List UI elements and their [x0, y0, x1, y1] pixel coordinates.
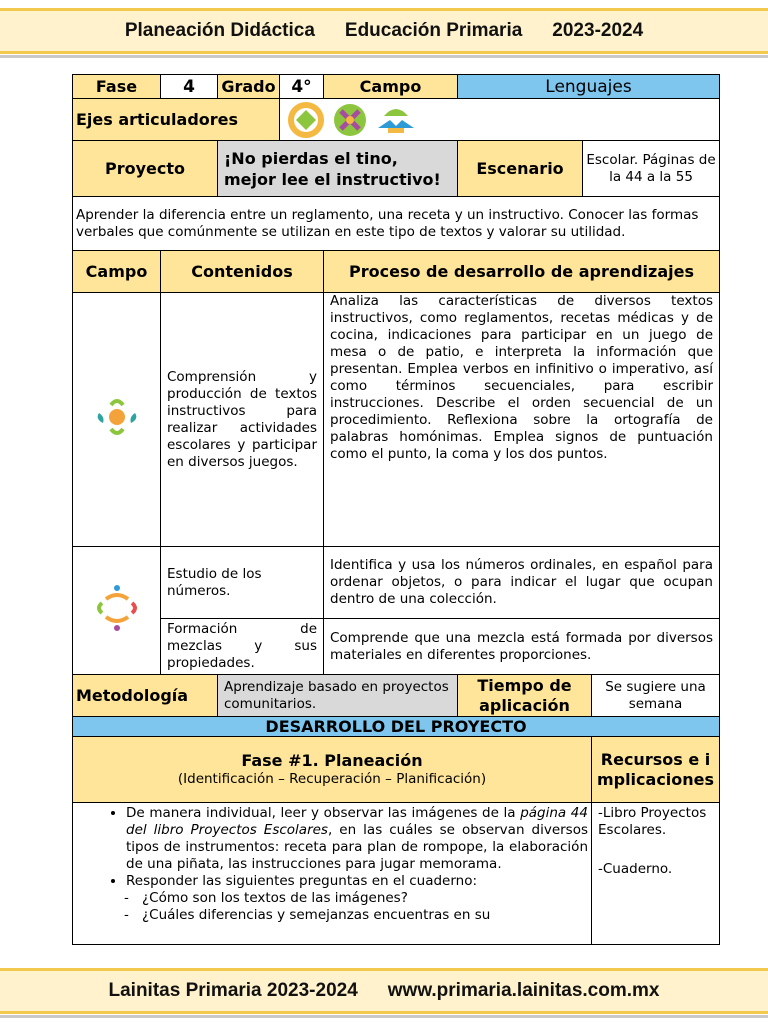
campo-cell-lenguajes: [73, 293, 161, 547]
footer-url[interactable]: www.primaria.lainitas.com.mx: [387, 980, 660, 1001]
actividades-cell: [73, 803, 592, 945]
escenario-value: Escolar. Páginas de la 44 a la 55: [583, 141, 720, 197]
proceso-2: Identifica y usa los números ordinales, en español para ordenar objetos, o para indicar el lugar que ocupan dentro de una colección.: [324, 547, 720, 619]
recursos-cell: [592, 803, 720, 945]
grado-label: Grado: [218, 75, 280, 99]
pensamiento-critico-icon: [332, 102, 368, 138]
footer-brand: Lainitas Primaria 2023-2024: [108, 980, 358, 1001]
tiempo-label: Tiempo de aplicación: [458, 675, 592, 717]
ejes-label: Ejes articuladores: [73, 99, 280, 141]
footer-banner: [0, 968, 768, 1014]
header-level: Educación Primaria: [344, 20, 523, 41]
lenguajes-eje-icon: [288, 102, 324, 138]
recurso-2: -Cuaderno.: [598, 861, 673, 877]
vida-saludable-icon: [376, 102, 416, 138]
proceso-1: Analiza las características de diversos textos instructivos, como reglamentos, recetas médicas y de cocina, indicaciones para participar en un juego de mesa o de patio, e interpreta la información que presentan. Emplea verbos en infinitivo o imperativo, así como términos secuenciales, para escribir instrucciones. Describe el orden secuencial de un procedimiento. Reflexiona sobre la ortografía de palabras homónimas. Emplea signos de puntuación como el punto, la coma y los dos puntos.: [324, 293, 720, 547]
campo-cell-saberes: [73, 547, 161, 675]
activity-2: • Responder las siguientes preguntas en el cuaderno:: [126, 873, 588, 890]
fase-value: 4: [161, 75, 218, 99]
proceso-3: Comprende que una mezcla está formada por diversos materiales en diferentes proporciones.: [324, 619, 720, 675]
question-2: - ¿Cuáles diferencias y semejanzas encuentras en su: [126, 907, 588, 924]
lenguajes-campo-icon: [93, 393, 141, 441]
campo-value: Lenguajes: [458, 75, 720, 99]
campo-header: Campo: [73, 251, 161, 293]
desarrollo-title: DESARROLLO DEL PROYECTO: [73, 717, 720, 737]
question-1: - ¿Cómo son los textos de las imágenes?: [126, 890, 588, 907]
contenido-3: Formación de mezclas y sus propiedades.: [161, 619, 324, 675]
fase-label: Fase: [73, 75, 161, 99]
activity-1: • De manera individual, leer y observar las imágenes de la página 44 del libro Proyectos Escolares, en las cuáles se observan diversos tipos de instrumentos: receta para plan de rompope, la elaboración de una piñata, las instrucciones para jugar memorama.: [126, 805, 588, 873]
recursos-header: Recursos e implicaciones: [592, 737, 720, 803]
saberes-campo-icon: [92, 583, 142, 633]
grado-value: 4°: [280, 75, 324, 99]
ejes-icons: [280, 99, 720, 141]
proceso-header: Proceso de desarrollo de aprendizajes: [324, 251, 720, 293]
fase-subtitle: (Identificación – Recuperación – Planificación): [177, 770, 487, 787]
tiempo-value: Se sugiere una semana: [592, 675, 720, 717]
header-year: 2023-2024: [552, 20, 644, 41]
objetivo: Aprender la diferencia entre un reglamento, una receta y un instructivo. Conocer las formas verbales que comúnmente se utilizan en este tipo de textos y valorar su utilidad.: [73, 197, 720, 251]
campo-label: Campo: [324, 75, 458, 99]
contenidos-header: Contenidos: [161, 251, 324, 293]
contenido-2: Estudio de los números.: [161, 547, 324, 619]
proyecto-value: ¡No pierdas el tino, mejor lee el instructivo!: [218, 141, 458, 197]
recurso-1: -Libro Proyectos Escolares.: [598, 805, 707, 838]
header-title: Planeación Didáctica: [124, 20, 315, 41]
escenario-label: Escenario: [458, 141, 583, 197]
header-banner: [0, 8, 768, 54]
metodologia-value: Aprendizaje basado en proyectos comunitarios.: [218, 675, 458, 717]
fase-planeacion-header: [73, 737, 592, 803]
metodologia-label: Metodología: [73, 675, 218, 717]
proyecto-label: Proyecto: [73, 141, 218, 197]
contenido-1: Comprensión y producción de textos instructivos para realizar actividades escolares y participar en diversos juegos.: [161, 293, 324, 547]
planning-table: [72, 74, 720, 945]
fase-title: Fase #1. Planeación: [241, 750, 423, 770]
